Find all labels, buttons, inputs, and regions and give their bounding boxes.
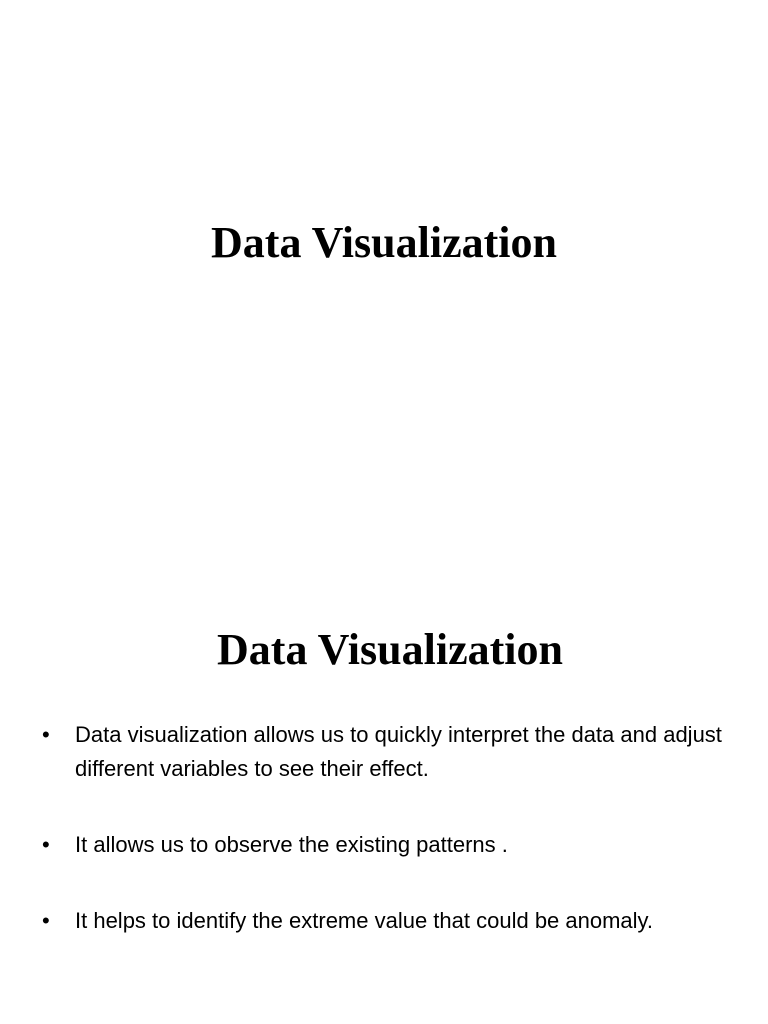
- bullet-item: [42, 718, 722, 786]
- bullet-item: [42, 904, 722, 938]
- bullet-text: It allows us to observe the existing patterns .: [75, 832, 508, 857]
- bullet-item: [42, 828, 722, 862]
- bullet-text: It helps to identify the extreme value that could be anomaly.: [75, 908, 654, 933]
- bullet-list: [42, 718, 722, 980]
- bullet-dot-icon: •: [42, 908, 50, 933]
- bullet-dot-icon: •: [42, 722, 50, 747]
- slide-title: Data Visualization: [217, 625, 563, 674]
- bullet-dot-icon: •: [42, 832, 50, 857]
- slide-title: Data Visualization: [211, 218, 557, 267]
- bullet-text: Data visualization allows us to quickly interpret the data and adjust different variables to see their effect.: [75, 722, 722, 781]
- content-slide: [0, 512, 768, 1024]
